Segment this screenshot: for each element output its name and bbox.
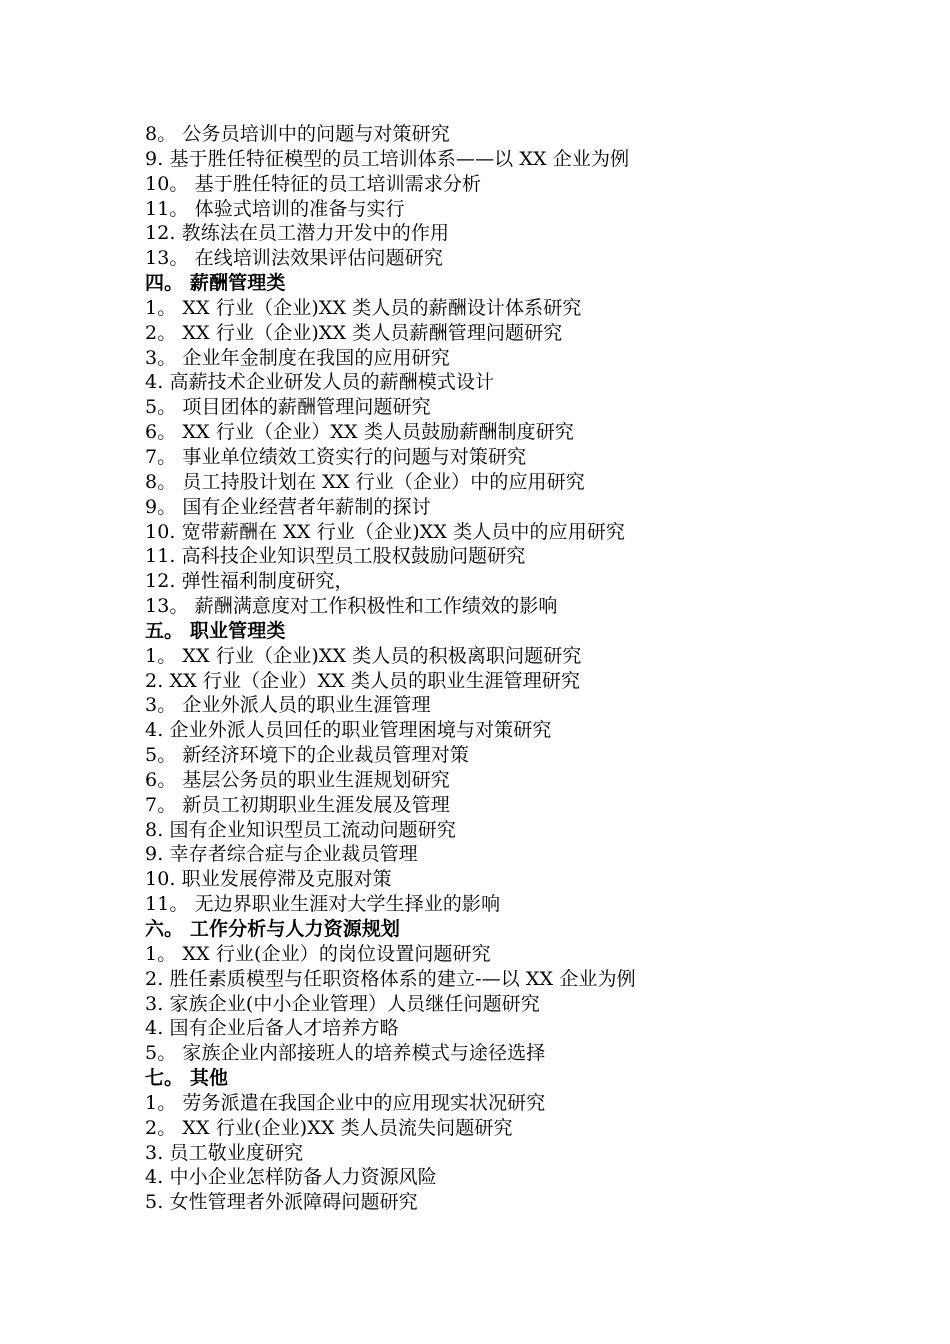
list-item: 5. 女性管理者外派障碍问题研究 xyxy=(145,1191,418,1214)
list-item: 10。 基于胜任特征的员工培训需求分析 xyxy=(145,172,482,195)
list-item: 10. 宽带薪酬在 XX 行业（企业)XX 类人员中的应用研究 xyxy=(145,520,625,543)
list-item: 4. 企业外派人员回任的职业管理困境与对策研究 xyxy=(145,719,552,742)
list-item: 13。 在线培训法效果评估问题研究 xyxy=(145,247,443,270)
list-item: 8。 公务员培训中的问题与对策研究 xyxy=(145,123,450,145)
list-item: 7。 事业单位绩效工资实行的问题与对策研究 xyxy=(145,445,527,468)
list-item: 7。 新员工初期职业生涯发展及管理 xyxy=(145,793,450,816)
list-item: 8. 国有企业知识型员工流动问题研究 xyxy=(145,818,456,841)
list-item: 5。 项目团体的薪酬管理问题研究 xyxy=(145,396,431,419)
list-item: 2。 XX 行业(企业)XX 类人员流失问题研究 xyxy=(145,1116,513,1139)
list-item: 12. 弹性福利制度研究， xyxy=(145,570,354,593)
section-heading-job-analysis: 六。 工作分析与人力资源规划 xyxy=(145,918,401,940)
list-item: 13。 薪酬满意度对工作积极性和工作绩效的影响 xyxy=(145,595,558,618)
list-item: 12. 教练法在员工潜力开发中的作用 xyxy=(145,222,450,245)
list-item: 1。 XX 行业（企业)XX 类人员的积极离职问题研究 xyxy=(145,644,582,667)
list-item: 8。 员工持股计划在 XX 行业（企业）中的应用研究 xyxy=(145,470,585,493)
list-item: 9. 基于胜任特征模型的员工培训体系——以 XX 企业为例 xyxy=(145,147,630,170)
list-item: 9. 幸存者综合症与企业裁员管理 xyxy=(145,843,418,866)
document-page xyxy=(145,122,925,1215)
list-item: 3。 企业外派人员的职业生涯管理 xyxy=(145,694,431,717)
list-item: 5。 家族企业内部接班人的培养模式与途径选择 xyxy=(145,1042,546,1065)
list-item: 2。 XX 行业（企业)XX 类人员薪酬管理问题研究 xyxy=(145,321,563,344)
section-heading-other: 七。 其他 xyxy=(145,1067,229,1090)
list-item: 4. 中小企业怎样防备人力资源风险 xyxy=(145,1166,437,1189)
list-item: 1。 XX 行业（企业)XX 类人员的薪酬设计体系研究 xyxy=(145,296,582,319)
section-heading-compensation: 四。 薪酬管理类 xyxy=(145,272,286,295)
list-item: 6。 基层公务员的职业生涯规划研究 xyxy=(145,768,450,791)
list-item: 11。 体验式培训的准备与实行 xyxy=(145,197,405,220)
list-item: 9。 国有企业经营者年薪制的探讨 xyxy=(145,495,431,518)
list-item: 5。 新经济环境下的企业裁员管理对策 xyxy=(145,744,469,767)
section-heading-career: 五。 职业管理类 xyxy=(145,619,286,642)
list-item: 3。 企业年金制度在我国的应用研究 xyxy=(145,346,450,369)
list-item: 3. 家族企业(中小企业管理）人员继任问题研究 xyxy=(145,992,540,1015)
list-item: 1。 劳务派遣在我国企业中的应用现实状况研究 xyxy=(145,1091,546,1114)
list-item: 2. 胜任素质模型与任职资格体系的建立-—以 XX 企业为例 xyxy=(145,967,636,990)
list-item: 11. 高科技企业知识型员工股权鼓励问题研究 xyxy=(145,545,526,568)
list-item: 3. 员工敬业度研究 xyxy=(145,1141,304,1164)
list-item: 2. XX 行业（企业）XX 类人员的职业生涯管理研究 xyxy=(145,669,581,692)
list-item: 10. 职业发展停滞及克服对策 xyxy=(145,868,392,891)
list-item: 11。 无边界职业生涯对大学生择业的影响 xyxy=(145,893,501,916)
list-item: 1。 XX 行业(企业）的岗位设置问题研究 xyxy=(145,942,491,965)
list-item: 4. 高薪技术企业研发人员的薪酬模式设计 xyxy=(145,371,495,394)
list-item: 6。 XX 行业（企业）XX 类人员鼓励薪酬制度研究 xyxy=(145,421,574,444)
list-item: 4. 国有企业后备人才培养方略 xyxy=(145,1017,399,1040)
